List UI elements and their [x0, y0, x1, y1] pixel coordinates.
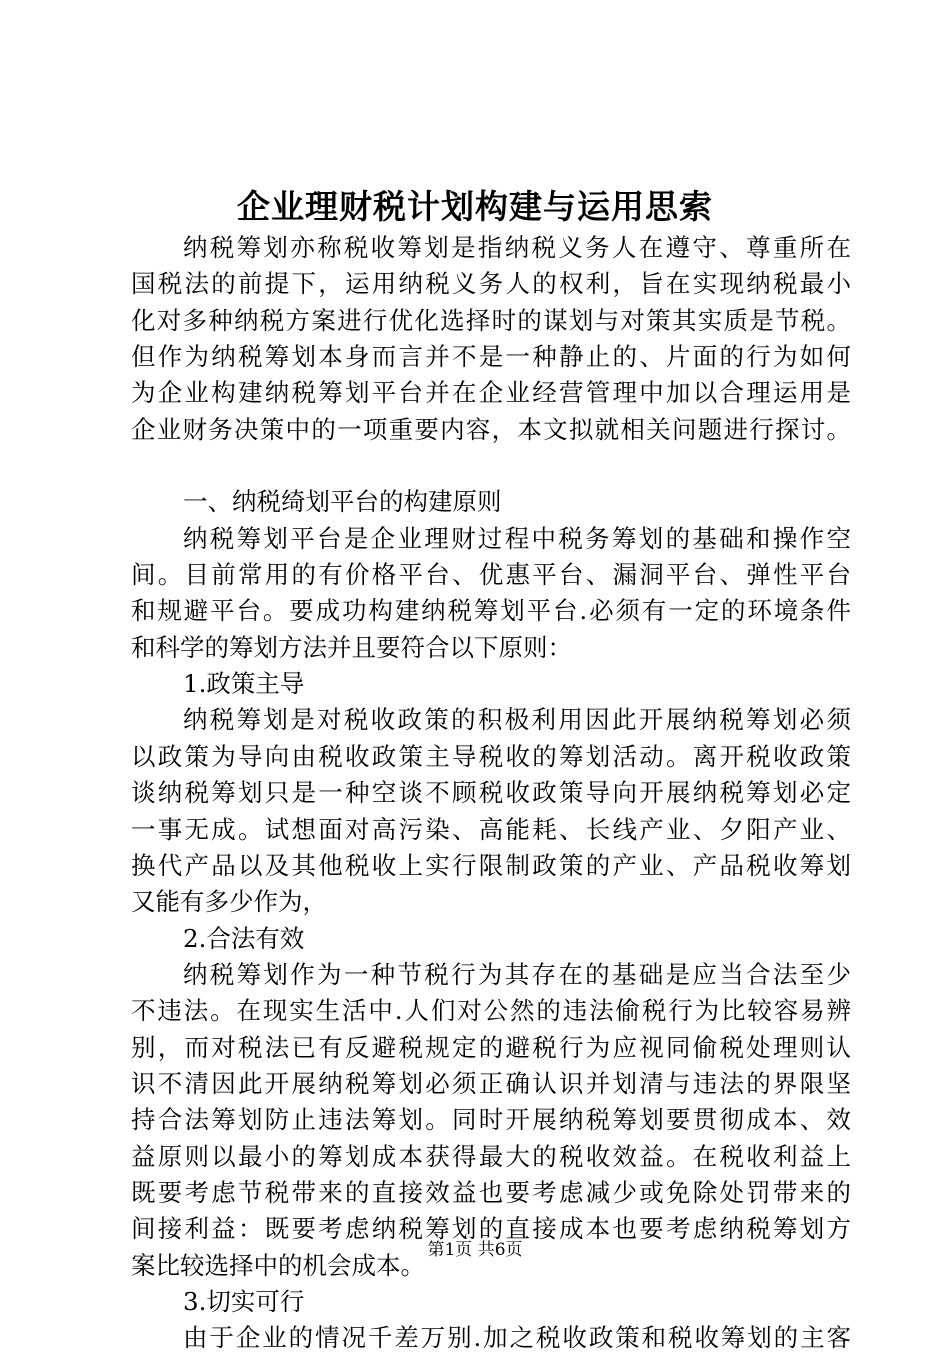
paragraph-line: 又能有多少作为， — [131, 887, 327, 917]
paragraph-line: 为企业构建纳税筹划平台并在企业经营管理中加以合理运用是 — [131, 378, 851, 408]
paragraph-line: 纳税筹划亦称税收筹划是指纳税义务人在遵守、尊重所在 — [183, 233, 851, 262]
paragraph-line: 案比较选择中的机会成本。 — [131, 1250, 425, 1280]
paragraph-line: 纳税筹划平台是企业理财过程中税务筹划的基础和操作空 — [183, 523, 851, 553]
document-title: 企业理财税计划构建与运用思索 — [237, 187, 713, 226]
paragraph-line: 既要考虑节税带来的直接效益也要考虑减少或免除处罚带来的 — [131, 1177, 851, 1207]
paragraph-line: 但作为纳税筹划本身而言并不是一种静止的、片面的行为如何 — [131, 342, 851, 372]
paragraph-line: 化对多种纳税方案进行优化选择时的谋划与对策其实质是节税。 — [131, 305, 851, 335]
paragraph-line: 间。目前常用的有价格平台、优惠平台、漏洞平台、弹性平台 — [131, 560, 851, 590]
paragraph-line: 纳税筹划作为一种节税行为其存在的基础是应当合法至少 — [183, 959, 851, 989]
subsection-heading: 1.政策主导 — [183, 669, 305, 699]
paragraph-line: 和科学的筹划方法并且要符合以下原则： — [131, 632, 572, 662]
paragraph-line: 由于企业的情况千差万别.加之税收政策和税收筹划的主客 — [183, 1323, 851, 1353]
page-footer: 第1页 共6页 — [427, 1240, 523, 1260]
paragraph-line: 和规避平台。要成功构建纳税筹划平台.必须有一定的环境条件 — [131, 596, 851, 626]
paragraph-line: 以政策为导向由税收政策主导税收的筹划活动。离开税收政策 — [131, 741, 851, 771]
document-body — [131, 230, 851, 1357]
section-heading: 一、纳税绮划平台的构建原则 — [183, 487, 502, 517]
paragraph-line: 国税法的前提下，运用纳税义务人的权利，旨在实现纳税最小 — [131, 269, 851, 299]
blank-line — [131, 448, 851, 484]
paragraph-line: 间接利益：既要考虑纳税筹划的直接成本也要考虑纳税筹划方 — [131, 1214, 851, 1244]
paragraph-line: 益原则以最小的筹划成本获得最大的税收效益。在税收利益上 — [131, 1141, 851, 1171]
paragraph-line: 谈纳税筹划只是一种空谈不顾税收政策导向开展纳税筹划必定 — [131, 778, 851, 808]
paragraph-line: 企业财务决策中的一项重要内容，本文拟就相关问题进行探讨。 — [131, 414, 851, 444]
subsection-heading: 2.合法有效 — [183, 923, 305, 953]
paragraph-line: 不违法。在现实生活中.人们对公然的违法偷税行为比较容易辨 — [131, 996, 851, 1026]
subsection-heading: 3.切实可行 — [183, 1286, 305, 1316]
paragraph-line: 换代产品以及其他税收上实行限制政策的产业、产品税收筹划 — [131, 850, 851, 880]
paragraph-line: 纳税筹划是对税收政策的积极利用因此开展纳税筹划必须 — [183, 705, 851, 735]
paragraph-line: 持合法筹划防止违法筹划。同时开展纳税筹划要贯彻成本、效 — [131, 1105, 851, 1135]
paragraph-line: 一事无成。试想面对高污染、高能耗、长线产业、夕阳产业、 — [131, 814, 851, 844]
paragraph-line: 识不清因此开展纳税筹划必须正确认识并划清与违法的界限坚 — [131, 1068, 851, 1098]
paragraph-line: 别，而对税法已有反避税规定的避税行为应视同偷税处理则认 — [131, 1032, 851, 1062]
